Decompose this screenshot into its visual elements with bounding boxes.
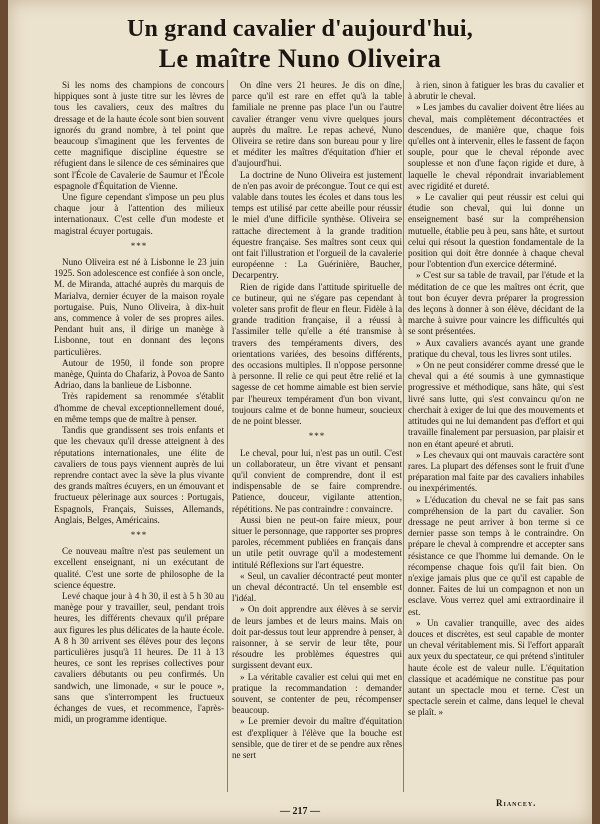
paragraph: « Seul, un cavalier décontracté peut monter un cheval décontracté. Un tel ensemble est l'idéal. [232,570,402,604]
paragraph: » Un cavalier tranquille, avec des aides douces et discrètes, est seul capable de monter un cheval véritablement mis. Si l'effort apparaît aux yeux du spectateur, ce qui prétend s'intituler haute école est de valeur nulle. L'équitation classique et académique ne constitue pas pour autant un spectacle mou et terne. C'est un spectacle serein et calme, dans lequel le cheval se plaît. » [408,617,584,718]
paragraph: » Les jambes du cavalier doivent être liées au cheval, mais complètement décontractées et descendues, de manière que, chaque fois qu'elles ont à intervenir, elles le fassent de façon souple, pour que le cheval réponde avec souplesse et non d'une façon rigide et dure, à laquelle le cheval répondrait invariablement avec rigidité et dureté. [408,102,584,191]
article-column-1 [54,80,224,792]
paragraph: Tandis que grandissent ses trois enfants et que les chevaux qu'il dresse atteignent à des réputations internationales, une élite de cavaliers de tous pays viennent auprès de lui reprendre contact avec la sève la plus vivante des grands maîtres écuyers, en un émouvant et fructueux pèlerinage aux sources : Portugais, Espagnols, Français, Suisses, Allemands, Anglais, Belges, Américains. [54,425,224,525]
article-title-line-2: Le maître Nuno Oliveira [158,44,442,73]
paragraph: » Le cavalier qui peut réussir est celui qui étudie son cheval, qui lui donne un enseignement basé sur la compréhension mutuelle, établie peu à peu, sans hâte, et surtout celui qui résout la question fondamentale de la position qui doit être donnée à chaque cheval pour l'obtention d'un exercice déterminé. [408,192,584,270]
paragraph: » Aux cavaliers avancés ayant une grande pratique du cheval, tous les livres sont utiles. [408,337,584,359]
section-separator: *** [130,240,148,251]
paragraph: Le cheval, pour lui, n'est pas un outil. C'est un collaborateur, un être vivant et pensant qu'il convient de comprendre, dont il est indispensable de se faire comprendre. Patience, douceur, vigilante attention, répétitions. Ne pas contraindre : convaincre. [232,447,402,514]
article-column-2 [232,80,402,792]
paragraph: Nuno Oliveira est né à Lisbonne le 23 juin 1925. Son adolescence est confiée à son oncle, M. de Miranda, attaché auprès du marquis de Marialva, dernier écuyer de la maison royale portugaise. Puis, Nuno Oliveira, à dix-huit ans, commence à voler de ses propres ailes. Pendant huit ans, il dirige un manège à Lisbonne, tout en donnant des leçons particulières. [54,257,224,357]
paragraph: On dîne vers 21 heures. Je dis on dîne, parce qu'il est rare en effet qu'à la table familiale ne prenne pas place l'un ou l'autre cavalier étranger venu vivre quelques jours auprès du maître. Le repas achevé, Nuno Oliveira se retire dans son bureau pour y lire et méditer les maîtres d'équitation d'hier et d'aujourd'hui. [232,80,402,169]
paragraph: » Les chevaux qui ont mauvais caractère sont rares. La plupart des défenses sont le fruit d'une préparation mal faite par des cavaliers inhabiles ou inexpérimentés. [408,449,584,494]
section-separator: *** [130,529,148,540]
paragraph: » La véritable cavalier est celui qui met en pratique la recommandation : demander souvent, se contenter de peu, récompenser beaucoup. [232,671,402,716]
paragraph: Autour de 1950, il fonde son propre manège, Quinta do Chafariz, à Povoa de Santo Adriao, dans la banlieue de Lisbonne. [54,357,224,391]
paragraph: Si les noms des champions de concours hippiques sont à juste titre sur les lèvres de tous les cavaliers, ceux des maîtres du dressage et de la haute école sont bien souvent ignorés du grand nombre, à tel point que beaucoup s'imaginent que les ferventes de cette magnifique discipline équestre se réfugient dans le silence de ces séminaires que sont l'École de Cavalerie de Saumur et l'École espagnole d'Équitation de Vienne. [54,80,224,191]
paragraph: Levé chaque jour à 4 h 30, il est à 5 h 30 au manège pour y travailler, seul, pendant trois heures, les différents chevaux qu'il prépare aux figures les plus délicates de la haute école. A 8 h 30 arrivent ses élèves pour des leçons particulières jusqu'à 11 heures. De 11 à 13 heures, ce sont les reprises collectives pour cavaliers débutants ou peu confirmés. Un sandwich, une limonade, « sur le pouce », sans que s'interrompent les fructueux échanges de vues, et recommence, l'après-midi, un programme identique. [54,590,224,725]
paragraph: à rien, sinon à fatiguer les bras du cavalier et à abrutir le cheval. [408,80,584,102]
paragraph: Ce nouveau maître n'est pas seulement un excellent enseignant, ni un exécutant de qualité. C'est une sorte de philosophe de la science équestre. [54,546,224,590]
paragraph: La doctrine de Nuno Oliveira est justement de n'en pas avoir de précongue. Tout ce qui est valable dans toutes les écoles et dans tous les temps est utilisé par cette abeille pour réussir le miel d'une difficile synthèse. Oliveira se rattache directement à la grande tradition équestre française. Ses maîtres sont ceux qui ont fait l'illustration et l'orgueil de la cavalerie européenne : La Guérinière, Baucher, Decarpentry. [232,169,402,281]
article-column-3 [408,80,584,792]
paragraph: » Le premier devoir du maître d'équitation est d'expliquer à l'élève que la bouche est sensible, que de tirer et de se pendre aux rênes ne sert [232,716,402,760]
paragraph: Très rapidement sa renommée s'établit d'homme de cheval exceptionnellement doué, en même temps que de maître à penser. [54,391,224,424]
paragraph: » On ne peut considérer comme dressé que le cheval qui a été soumis à une gymnastique progressive et méthodique, sans hâte, qui s'est livré sans lutte, qui s'est convaincu qu'on ne cherchait à exiger de lui que des mouvements et attitudes qui ne lui demandent pas d'effort et qui travaille finalement par persuasion, par plaisir et non en étant apeuré et abruti. [408,360,584,449]
paragraph: Rien de rigide dans l'attitude spirituelle de ce butineur, qui ne s'égare pas cependant à voleter sans profit de fleur en fleur. Fidèle à la grande tradition française, il a réussi à l'assimiler telle qu'elle a été transmise à travers des tempéraments divers, des orientations variées, des besoins différents, des occasions multiples. Il n'oppose personne à personne. Il relie ce qui peut être relié et la sagesse de cet homme aimable est bien servie par l'heureux tempérament d'un bon vivant, toujours calme et de bonne humeur, soucieux de ne point blesser. [232,281,402,427]
paragraph: » L'éducation du cheval ne se fait pas sans compréhension de la part du cavalier. Son dressage ne peut arriver à bon terme si ce dernier passe son temps à le contraindre. On prépare le cheval à comprendre et accepter sans résistance ce que l'homme lui demande. On le récompense chaque fois qu'il fait bien. On n'exige jamais plus que ce qu'il est capable de donner. Faites de lui un compagnon et non un esclave. Vous verrez quel ami extraordinaire il est. [408,494,584,617]
magazine-page [8,0,592,824]
column-divider [403,80,404,792]
paragraph: Une figure cependant s'impose un peu plus chaque jour à l'attention des milieux internationaux. C'est celle d'un modeste et magistral écuyer portugais. [54,192,224,236]
page-number: — 217 — [280,806,320,817]
section-separator: *** [308,431,326,442]
column-divider [227,80,228,792]
paragraph: » On doit apprendre aux élèves à se servir de leurs jambes et de leurs mains. Mais on doit par-dessus tout leur apprendre à penser, à raisonner, à se servir de leur tête, pour résoudre les problèmes équestres qui surgissent devant eux. [232,604,402,671]
paragraph: Aussi bien ne peut-on faire mieux, pour situer le personnage, que rapporter ses propres paroles, récemment publiées en français dans un utile petit ouvrage qu'il a modestement intitulé Réflexions sur l'art équestre. [232,514,402,570]
article-title-line-1: Un grand cavalier d'aujourd'hui, [126,16,474,42]
paragraph: » C'est sur sa table de travail, par l'étude et la méditation de ce que les maîtres ont écrit, que tout bon écuyer devra préparer la progression des leçons à donner à son élève, décidant de la marche à suivre pour vaincre les difficultés qui se sont présentées. [408,270,584,337]
author-signature: Riancey. [496,798,537,808]
